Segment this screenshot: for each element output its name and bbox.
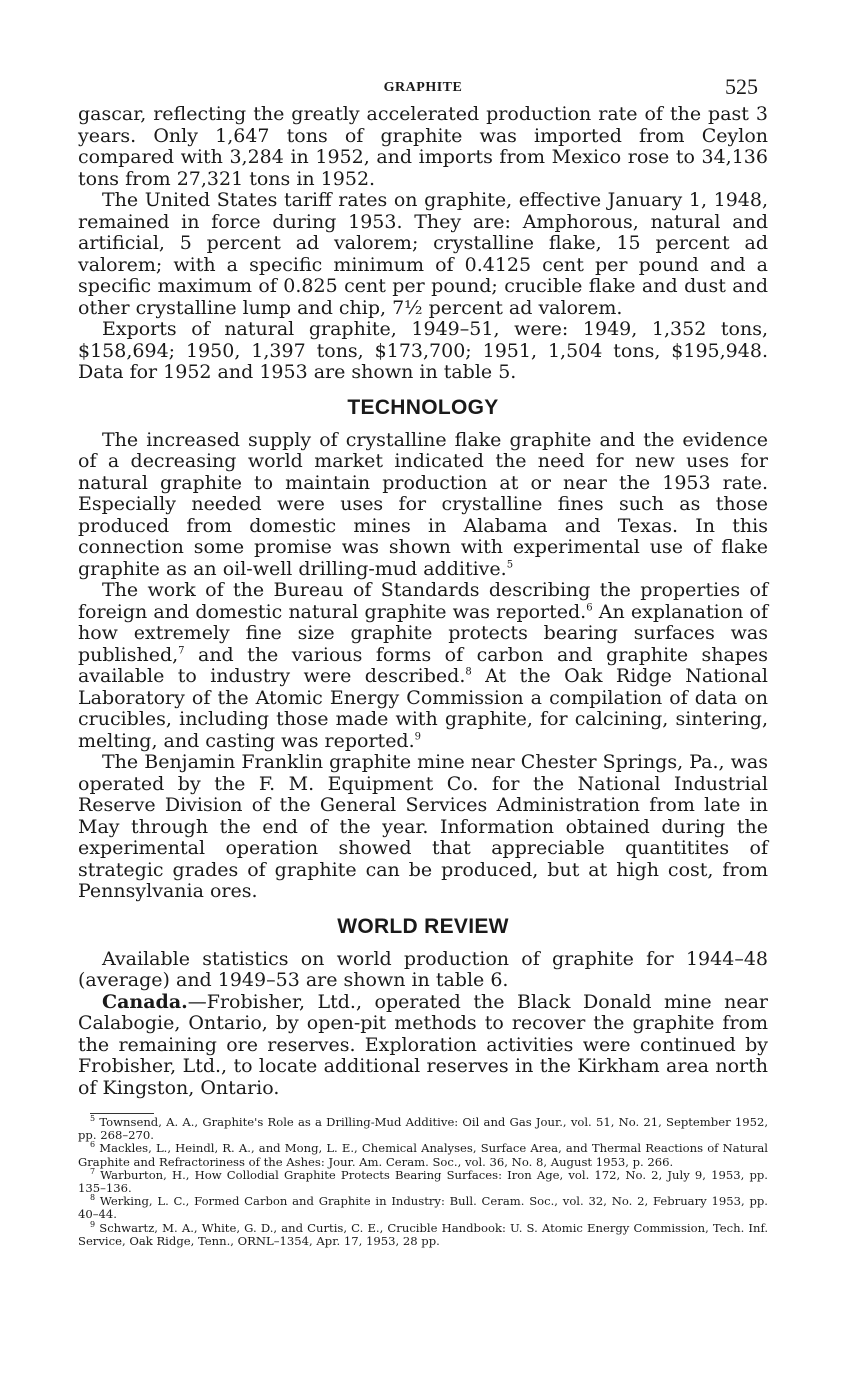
technology-p1-text: The increased supply of crystalline flake graphite and the evidence of a decreasing world market indicated the need for new uses for natural graphite to maintain production at or near the 1953 rate. Especially needed were uses for crystalline fines such as those produced from domestic mines in Alabama and Texas. In this connection some promise was shown with experimental use of flake graphite as an oil-well drilling-mud additive. [78,428,768,580]
footnote-number: 8 [90,1193,96,1203]
page-number: 525 [725,74,758,99]
footnote-ref-7: 7 [178,645,185,657]
footnote-ref-8: 8 [465,666,472,678]
technology-p2-text-d: At the Oak Ridge National Laboratory of the Atomic Energy Commission a compilation of data on crucibles, including those made with graphite, for calcining, sintering, melting, and casting was reported. [78,665,768,752]
page-header [78,70,768,104]
footnote-number: 5 [90,1114,96,1124]
footnote-text: Werking, L. C., Formed Carbon and Graphite in Industry: Bull. Ceram. Soc., vol. 32, No. 2, February 1953, pp. 40–44. [78,1194,768,1222]
technology-paragraph-1 [78,430,768,581]
footnote-number: 9 [90,1219,96,1229]
footnote-number: 6 [90,1140,96,1150]
footnote-divider [90,1113,154,1114]
footnote-7 [78,1166,768,1196]
world-review-heading: WORLD REVIEW [337,914,509,938]
footnote-ref-6: 6 [586,602,593,614]
footnote-ref-5: 5 [506,559,514,571]
document-page [78,70,768,1248]
footnote-text: Townsend, A. A., Graphite's Role as a Drilling-Mud Additive: Oil and Gas Jour., vol. 51, No. 21, September 1952, pp. 268–270. [78,1115,769,1143]
canada-run-in-heading: Canada. [102,990,188,1013]
technology-paragraph-3: The Benjamin Franklin graphite mine near Chester Springs, Pa., was operated by the F. M. Equipment Co. for the National Industrial Reserve Division of the General Services Administration from late in May through the end of the year. Information obtained during the experimental operation showed that appreciable quantitites of strategic grades of graphite can be produced, but at high cost, from Pennsylvania ores. [78,751,768,902]
technology-p2-text-b: An explanation of how extremely fine size graphite protects bearing surfaces was published, [78,600,768,666]
footnote-6 [78,1142,768,1168]
running-title: GRAPHITE [383,80,463,95]
technology-p2-text-c: and the various forms of carbon and graphite shapes available to industry were described. [78,643,768,687]
canada-text: —Frobisher, Ltd., operated the Black Donald mine near Calabogie, Ontario, by open-pit methods to recover the graphite from the remaining ore reserves. Exploration activities were continued by Frobisher, Ltd., to locate additional reserves in the Kirkham area north of Kingston, Ontario. [78,990,768,1099]
world-review-canada-paragraph [78,992,768,1100]
footnote-number: 7 [90,1166,96,1176]
intro-paragraph-tariff: The United States tariff rates on graphite, effective January 1, 1948, remained in force during 1953. They are: Amphorous, natural and artificial, 5 percent ad valorem; crystalline flake, 15 percent ad valorem; with a specific minimum of 0.4125 cent per pound and a specific maximum of 0.825 cent per pound; crucible flake and dust and other crystalline lump and chip, 7½ percent ad valorem. [78,189,768,319]
footnote-ref-9: 9 [414,731,422,743]
technology-paragraph-2 [78,580,768,752]
technology-heading: TECHNOLOGY [347,395,499,419]
footnote-8 [78,1195,768,1221]
intro-paragraph-1: gascar, reflecting the greatly accelerated production rate of the past 3 years. Only 1,647 tons of graphite was imported from Ceylon compared with 3,284 in 1952, and imports from Mexico rose to 34,136 tons from 27,321 tons in 1952. [78,103,768,190]
world-review-paragraph-1: Available statistics on world production of graphite for 1944–48 (average) and 1949–53 are shown in table 6. [78,947,768,991]
footnote-5 [78,1116,768,1142]
footnote-text: Warburton, H., How Collodial Graphite Protects Bearing Surfaces: Iron Age, vol. 172, No. 2, July 9, 1953, pp. 135–136. [78,1167,768,1196]
footnote-text: Mackles, L., Heindl, R. A., and Mong, L. E., Chemical Analyses, Surface Area, and Thermal Reactions of Natural Graphite and Refractoriness of the Ashes: Jour. Am. Ceram. Soc., vol. 36, No. 8, August 1953, p. 266. [78,1141,768,1169]
footnote-text: Schwartz, M. A., White, G. D., and Curtis, C. E., Crucible Handbook: U. S. Atomic Energy Commission, Tech. Inf. Service, Oak Ridge, Tenn., ORNL–1354, Apr. 17, 1953, 28 pp. [78,1220,769,1248]
intro-paragraph-exports: Exports of natural graphite, 1949–51, were: 1949, 1,352 tons, $158,694; 1950, 1,397 tons, $173,700; 1951, 1,504 tons, $195,948. Data for 1952 and 1953 are shown in table 5. [78,318,768,383]
footnote-9 [78,1219,769,1248]
technology-p2-text-a: The work of the Bureau of Standards describing the properties of foreign and domestic natural graphite was reported. [78,579,768,623]
